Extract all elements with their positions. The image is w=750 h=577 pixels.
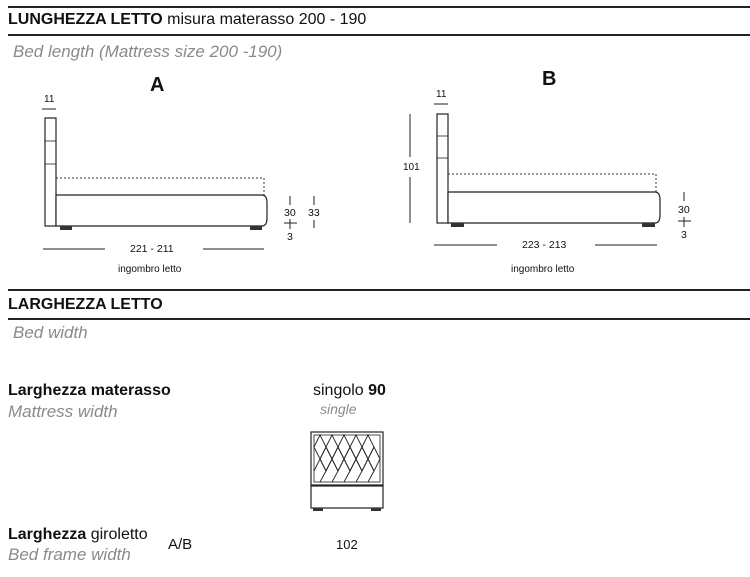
bed-a-length-range: 221 - 211: [130, 243, 174, 255]
bed-a-headboard-thickness: 11: [44, 94, 55, 105]
bed-b-height-1: 30: [678, 204, 690, 216]
bed-a-height-2: 33: [308, 207, 320, 219]
width-section-title: LARGHEZZA LETTO: [8, 296, 163, 313]
frame-width-value: 102: [336, 537, 358, 552]
single-en: single: [320, 401, 357, 417]
frame-variant: A/B: [168, 536, 193, 553]
bed-b-foot-height: 3: [681, 229, 687, 241]
frame-width-en: Bed frame width: [8, 545, 131, 564]
bed-a-height-1: 30: [284, 207, 296, 219]
frame-width-rest: giroletto: [90, 526, 148, 543]
mattress-width-label: Larghezza materasso: [8, 382, 171, 399]
width-subtitle-en: Bed width: [13, 323, 88, 342]
frame-width-label: [8, 526, 148, 544]
bed-a-caption: ingombro letto: [118, 264, 182, 275]
length-title-bold: LUNGHEZZA LETTO: [8, 11, 163, 28]
mattress-width-en: Mattress width: [8, 402, 118, 421]
single-value: 90: [368, 382, 386, 399]
single-label: singolo: [313, 382, 364, 399]
bed-a-label: A: [150, 74, 165, 96]
bed-b-length-range: 223 - 213: [522, 239, 567, 251]
frame-width-bold: Larghezza: [8, 526, 87, 543]
length-subtitle-en: Bed length (Mattress size 200 -190): [13, 42, 283, 61]
bed-b-headboard-thickness: 11: [436, 89, 447, 100]
bed-b-label: B: [542, 68, 557, 90]
bed-b-headboard-height: 101: [403, 162, 420, 173]
bed-a-foot-height: 3: [287, 231, 293, 243]
bed-b-caption: ingombro letto: [511, 264, 575, 275]
length-title-rest: misura materasso 200 - 190: [167, 11, 367, 28]
